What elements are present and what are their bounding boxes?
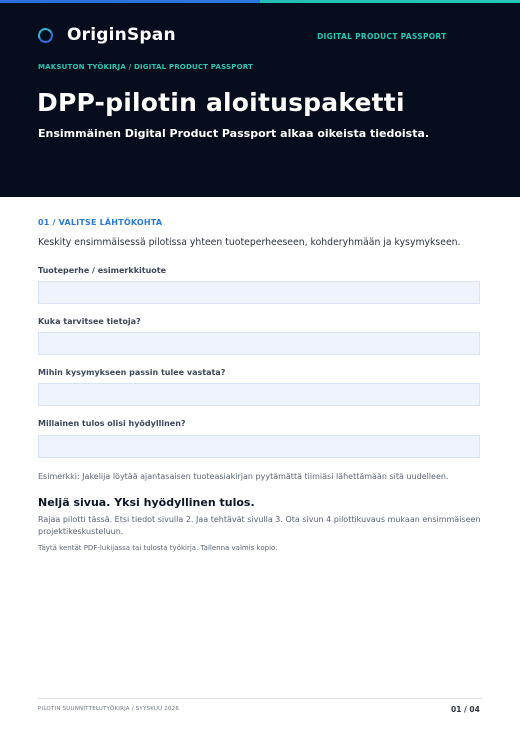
outcome-label: Millainen tulos olisi hyödyllinen? <box>38 419 186 428</box>
logo <box>38 25 176 45</box>
audience-input[interactable] <box>38 332 480 355</box>
page-subtitle: Ensimmäinen Digital Product Passport alkaa oikeista tiedoista. <box>38 127 430 140</box>
question-label: Mihin kysymykseen passin tulee vastata? <box>38 368 226 377</box>
logo-ring-icon <box>36 25 55 44</box>
summary-heading: Neljä sivua. Yksi hyödyllinen tulos. <box>38 496 255 509</box>
outcome-input[interactable] <box>38 435 480 458</box>
hero-header <box>0 3 520 197</box>
example-text: Esimerkki: Jakelija löytää ajantasaisen tuoteasiakirjan pyytämättä tiimiäsi lähettämään sitä uudelleen. <box>38 472 449 481</box>
product-family-input[interactable] <box>38 281 480 304</box>
fill-note: Täytä kentät PDF-lukijassa tai tulosta työkirja. Tallenna valmis kopio. <box>38 544 278 552</box>
product-tag: DIGITAL PRODUCT PASSPORT <box>317 32 447 41</box>
product-family-label: Tuoteperhe / esimerkkituote <box>38 266 167 275</box>
breadcrumb: MAKSUTON TYÖKIRJA / DIGITAL PRODUCT PASSPORT <box>38 63 254 71</box>
footer-divider <box>38 698 482 699</box>
question-input[interactable] <box>38 383 480 406</box>
summary-body: Rajaa pilotti tässä. Etsi tiedot sivulla 2. Jaa tehtävät sivulla 3. Ota sivun 4 pilottikuvaus mukaan ensimmäiseen projektikeskusteluun. <box>38 515 481 536</box>
section-intro: Keskity ensimmäisessä pilotissa yhteen tuoteperheeseen, kohderyhmään ja kysymykseen. <box>38 237 461 248</box>
page-number: 01 / 04 <box>451 705 480 714</box>
footer-title: PILOTIN SUUNNITTELUTYÖKIRJA / SYYSKUU 2026 <box>38 706 180 712</box>
audience-label: Kuka tarvitsee tietoja? <box>38 317 141 326</box>
section-label: 01 / VALITSE LÄHTÖKOHTA <box>38 218 163 227</box>
page-title: DPP-pilotin aloituspaketti <box>37 88 405 117</box>
logo-text: OriginSpan <box>67 25 176 45</box>
